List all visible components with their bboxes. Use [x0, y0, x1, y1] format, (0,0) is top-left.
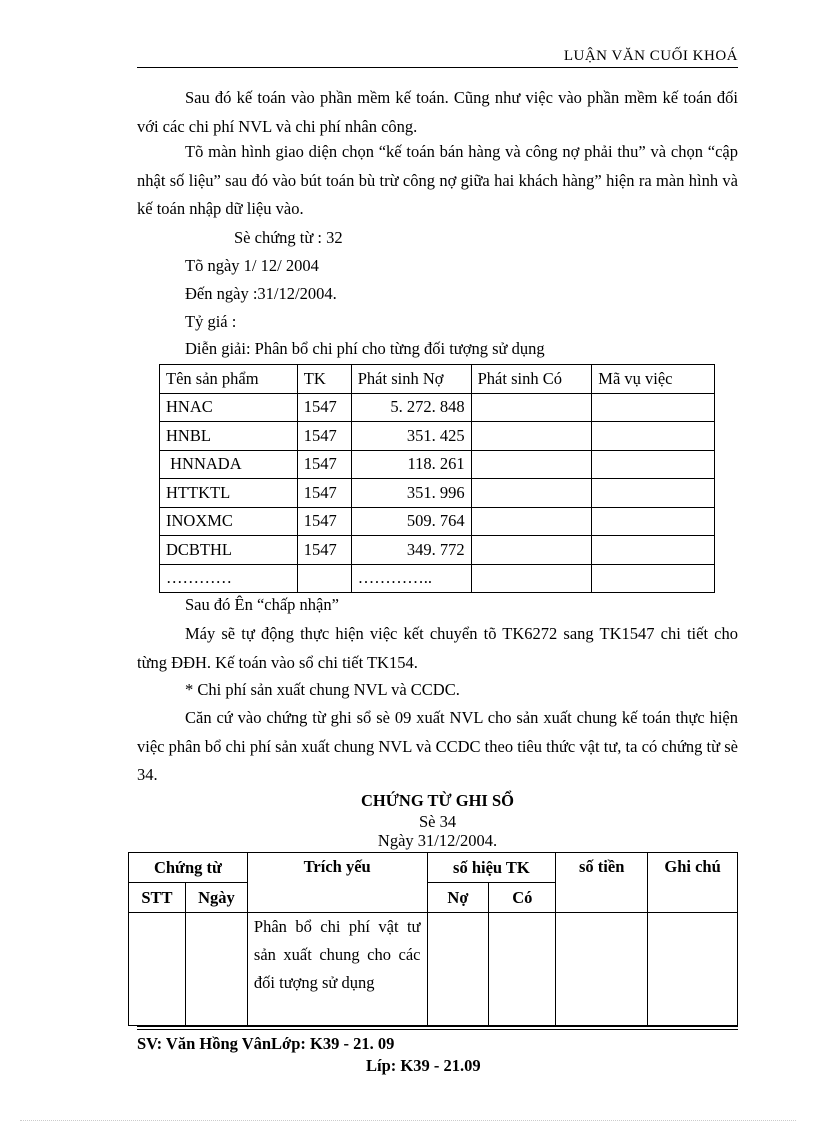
paragraph-5: Căn cứ vào chứng từ ghi sổ sè 09 xuất NVL cho sản xuất chung kế toán thực hiện việc phân bổ chi phí sản xuất chung NVL và CCDC theo tiêu thức vật tư, ta có chứng từ sè 34.	[137, 708, 738, 784]
footer-student: SV: Văn Hồng VânLớp: K39 - 21. 09	[137, 1034, 395, 1053]
cell-product: HNBL	[160, 422, 298, 451]
header-credit: Có	[489, 883, 556, 913]
voucher-rate: Tỷ giá :	[185, 312, 237, 331]
ledger-header-row	[129, 853, 738, 883]
cell-case-code	[592, 422, 715, 451]
cell-account: 1547	[297, 536, 351, 565]
cell-product: DCBTHL	[160, 536, 298, 565]
cell-credit	[471, 450, 592, 479]
cell-case-code	[592, 393, 715, 422]
header-note: Ghi chú	[648, 853, 738, 913]
footer-rule-bottom	[137, 1029, 738, 1030]
paragraph-1: Sau đó kế toán vào phần mềm kế toán. Cũng như việc vào phần mềm kế toán đối với các chi phí NVL và chi phí nhân công.	[137, 88, 738, 136]
footer-rule-top	[137, 1026, 738, 1027]
allocation-table	[159, 364, 715, 593]
table-row	[160, 450, 715, 479]
header-debit: Nợ	[427, 883, 489, 913]
cell-case-code	[592, 536, 715, 565]
cell-credit	[471, 507, 592, 536]
table-row	[160, 564, 715, 593]
col-header-product: Tên sản phẩm	[160, 365, 298, 394]
cell-account: 1547	[297, 479, 351, 508]
cell-case-code	[592, 564, 715, 593]
header-voucher: Chứng từ	[129, 853, 248, 883]
cell-amount	[556, 913, 648, 1026]
cell-debit: 118. 261	[351, 450, 471, 479]
cell-credit	[471, 536, 592, 565]
cell-note	[648, 913, 738, 1026]
voucher-number: Sè chứng từ : 32	[234, 228, 343, 247]
cell-date	[185, 913, 247, 1026]
cell-debit: …………..	[351, 564, 471, 593]
cell-credit	[489, 913, 556, 1026]
cell-debit: 5. 272. 848	[351, 393, 471, 422]
col-header-account: TK	[297, 365, 351, 394]
header-date: Ngày	[185, 883, 247, 913]
cell-credit	[471, 564, 592, 593]
col-header-case-code: Mã vụ việc	[592, 365, 715, 394]
voucher-to-date: Đến ngày :31/12/2004.	[185, 284, 337, 303]
cell-stt	[129, 913, 186, 1026]
cell-product: HNAC	[160, 393, 298, 422]
cell-product: HTTKTL	[160, 479, 298, 508]
header-title: LUẬN VĂN CUỐI KHOÁ	[563, 48, 738, 64]
ledger-table	[128, 852, 738, 1026]
table-row	[160, 479, 715, 508]
paragraph-3: Máy sẽ tự động thực hiện việc kết chuyển tõ TK6272 sang TK1547 chi tiết cho từng ĐĐH. Kế toán vào sổ chi tiết TK154.	[137, 624, 738, 672]
cell-debit: 349. 772	[351, 536, 471, 565]
cell-case-code	[592, 507, 715, 536]
cell-product: INOXMC	[160, 507, 298, 536]
cell-case-code	[592, 450, 715, 479]
cell-account: 1547	[297, 393, 351, 422]
header-stt: STT	[129, 883, 186, 913]
cell-debit: 351. 996	[351, 479, 471, 508]
table-row	[160, 393, 715, 422]
ledger-date: Ngày 31/12/2004.	[377, 831, 498, 850]
page-bottom-dotted-border	[20, 1120, 796, 1121]
header-summary: Trích yếu	[247, 853, 427, 913]
voucher-from-date: Tõ ngày 1/ 12/ 2004	[185, 256, 319, 275]
header-account-number: số hiệu TK	[427, 853, 556, 883]
cell-debit: 509. 764	[351, 507, 471, 536]
cell-product: …………	[160, 564, 298, 593]
cell-account: 1547	[297, 422, 351, 451]
cell-credit	[471, 479, 592, 508]
cell-debit	[427, 913, 489, 1026]
ledger-number: Sè 34	[418, 812, 457, 831]
footer-class: Líp: K39 - 21.09	[366, 1056, 481, 1075]
col-header-debit: Phát sinh Nợ	[351, 365, 471, 394]
paragraph-4: * Chi phí sản xuất chung NVL và CCDC.	[185, 680, 460, 699]
table-header-row	[160, 365, 715, 394]
ledger-title: CHỨNG TỪ GHI SỔ	[361, 791, 514, 810]
page-header	[137, 48, 738, 68]
cell-account	[297, 564, 351, 593]
table-row	[160, 507, 715, 536]
cell-product: HNNADA	[160, 450, 298, 479]
cell-account: 1547	[297, 507, 351, 536]
cell-case-code	[592, 479, 715, 508]
cell-account: 1547	[297, 450, 351, 479]
voucher-description: Diễn giải: Phân bổ chi phí cho từng đối tượng sử dụng	[185, 339, 545, 358]
cell-credit	[471, 422, 592, 451]
cell-summary: Phân bổ chi phí vật tư sản xuất chung cho các đối tượng sử dụng	[247, 913, 427, 1026]
paragraph-2: Tõ màn hình giao diện chọn “kế toán bán hàng và công nợ phải thu” và chọn “cập nhật số liệu” sau đó vào bút toán bù trừ công nợ giữa hai khách hàng” hiện ra màn hình và kế toán nhập dữ liệu vào.	[137, 142, 738, 218]
cell-debit: 351. 425	[351, 422, 471, 451]
table-row	[160, 422, 715, 451]
accept-line: Sau đó Ên “chấp nhận”	[185, 595, 339, 614]
col-header-credit: Phát sinh Có	[471, 365, 592, 394]
cell-credit	[471, 393, 592, 422]
table-row	[160, 536, 715, 565]
header-amount: số tiền	[556, 853, 648, 913]
ledger-row	[129, 913, 738, 1026]
